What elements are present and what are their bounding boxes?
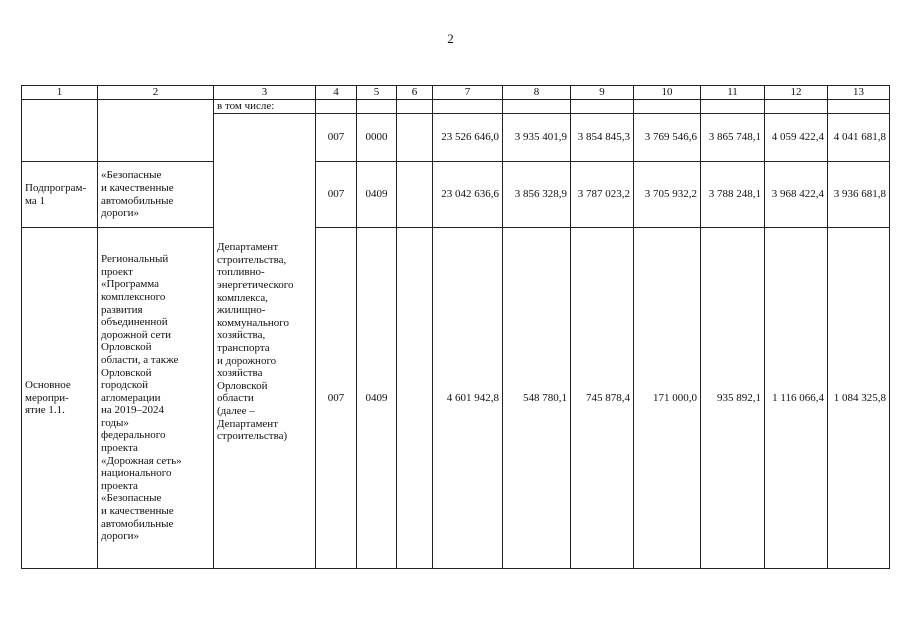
empty-cell — [397, 162, 433, 228]
table-row — [22, 228, 890, 569]
amount-year: 3 935 401,9 — [503, 114, 571, 162]
amount-year: 3 854 845,3 — [571, 114, 634, 162]
column-header: 1 — [22, 86, 98, 100]
amount-total: 23 526 646,0 — [433, 114, 503, 162]
amount-year: 745 878,4 — [571, 228, 634, 569]
activity-title: Региональный проект «Программа комплексного развития объединенной дорожной сети Орловской области, а также Орловской городской агломерации на 2019–2024 годы» федерального проекта «Дорожная сеть» национального проекта «Безопасные и качественные автомобильные дороги» — [98, 228, 214, 569]
amount-year: 4 041 681,8 — [828, 114, 890, 162]
column-header: 9 — [571, 86, 634, 100]
page-number: 2 — [447, 31, 454, 46]
column-header: 7 — [433, 86, 503, 100]
grbs-code: 007 — [316, 162, 357, 228]
amount-year: 935 892,1 — [701, 228, 765, 569]
amount-year: 3 856 328,9 — [503, 162, 571, 228]
column-header: 6 — [397, 86, 433, 100]
column-header: 11 — [701, 86, 765, 100]
amount-year: 3 769 546,6 — [634, 114, 701, 162]
empty-cell — [397, 114, 433, 162]
subprogram-title: «Безопасные и качественные автомобильные дороги» — [98, 162, 214, 228]
amount-year: 548 780,1 — [503, 228, 571, 569]
column-header: 12 — [765, 86, 828, 100]
column-header: 10 — [634, 86, 701, 100]
table-row — [22, 162, 890, 228]
amount-year: 3 936 681,8 — [828, 162, 890, 228]
column-header: 5 — [357, 86, 397, 100]
responsible-executor-cell: Департамент строительства, топливно- энергетического комплекса, жилищно- коммунального хозяйства, транспорта и дорожного хозяйства Орловской области (далее – Департамент строительства) — [214, 114, 316, 569]
including-row — [22, 100, 890, 114]
activity-name: Основное меропри- ятие 1.1. — [22, 228, 98, 569]
column-header: 13 — [828, 86, 890, 100]
column-header: 4 — [316, 86, 357, 100]
grbs-code: 007 — [316, 114, 357, 162]
amount-year: 3 865 748,1 — [701, 114, 765, 162]
section-code: 0000 — [357, 114, 397, 162]
program-title-cell — [98, 100, 214, 162]
budget-table — [21, 85, 890, 569]
amount-year: 171 000,0 — [634, 228, 701, 569]
section-code: 0409 — [357, 162, 397, 228]
column-header: 3 — [214, 86, 316, 100]
amount-year: 3 788 248,1 — [701, 162, 765, 228]
column-header: 2 — [98, 86, 214, 100]
amount-total: 4 601 942,8 — [433, 228, 503, 569]
amount-year: 3 705 932,2 — [634, 162, 701, 228]
amount-year: 4 059 422,4 — [765, 114, 828, 162]
column-number-row — [22, 86, 890, 100]
amount-year: 1 116 066,4 — [765, 228, 828, 569]
including-label: в том числе: — [214, 100, 316, 114]
empty-cell — [397, 228, 433, 569]
program-name-cell — [22, 100, 98, 162]
section-code: 0409 — [357, 228, 397, 569]
amount-year: 3 787 023,2 — [571, 162, 634, 228]
amount-year: 3 968 422,4 — [765, 162, 828, 228]
amount-year: 1 084 325,8 — [828, 228, 890, 569]
subprogram-name: Подпрограм- ма 1 — [22, 162, 98, 228]
amount-total: 23 042 636,6 — [433, 162, 503, 228]
column-header: 8 — [503, 86, 571, 100]
grbs-code: 007 — [316, 228, 357, 569]
